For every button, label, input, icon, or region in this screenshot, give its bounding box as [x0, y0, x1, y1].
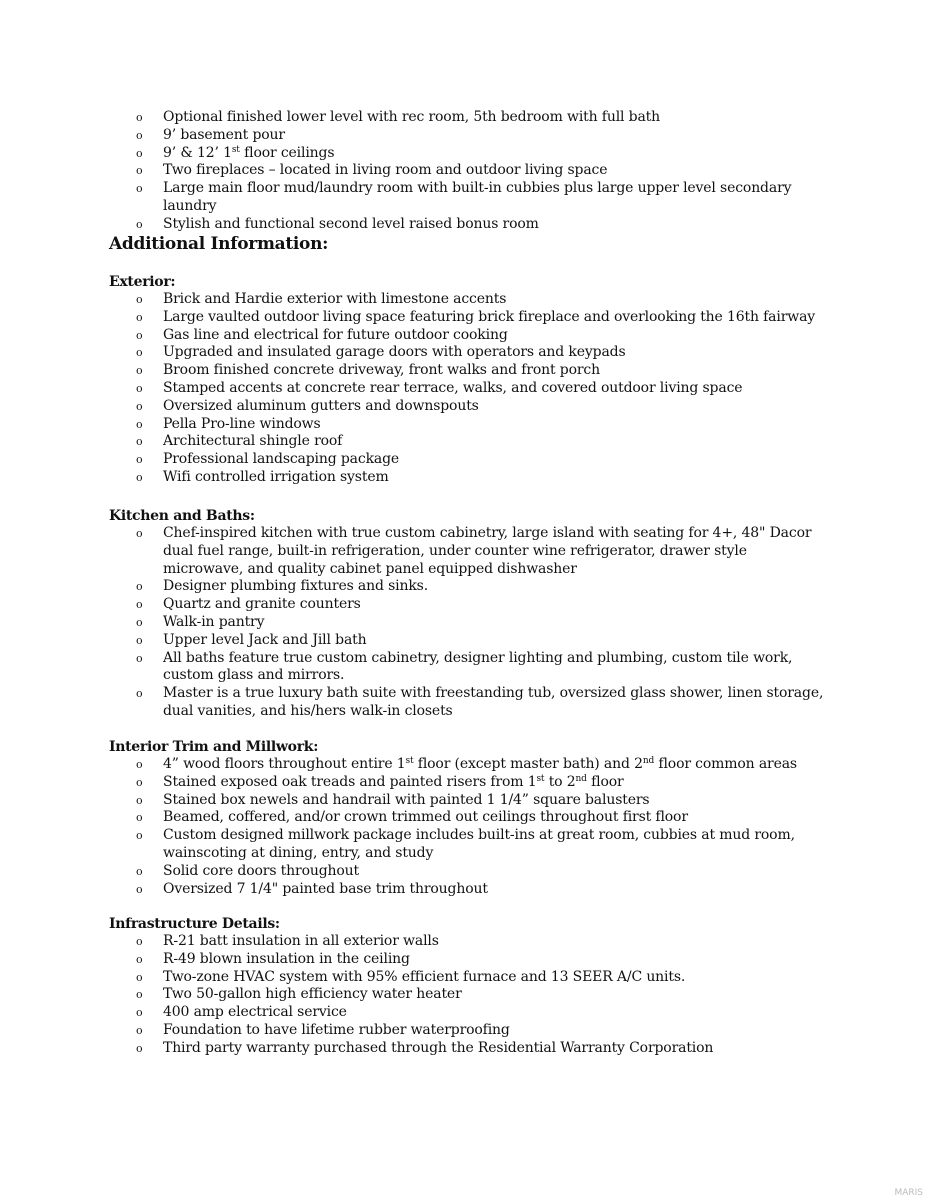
- list-item: o R-21 batt insulation in all exterior walls: [136, 933, 439, 949]
- bullet-icon: o: [136, 651, 143, 665]
- watermark: MARIS: [894, 1188, 923, 1198]
- bullet-icon: o: [136, 217, 143, 231]
- bullet-icon: o: [136, 811, 143, 825]
- list-item: o Two fireplaces – located in living room and outdoor living space: [136, 162, 608, 179]
- bullet-icon: o: [136, 453, 143, 467]
- list-item: o Pella Pro-line windows: [136, 415, 321, 432]
- bullet-icon: o: [136, 882, 143, 896]
- bullet-icon: o: [136, 864, 143, 878]
- infrastructure-section: [0, 915, 927, 1058]
- infrastructure-heading: Infrastructure Details:: [109, 916, 280, 932]
- bullet-icon: o: [136, 633, 143, 647]
- bullet-icon: o: [136, 829, 143, 843]
- bullet-icon: o: [136, 435, 143, 449]
- list-item: o Beamed, coffered, and/or crown trimmed out ceilings throughout first floor: [136, 809, 688, 826]
- bullet-icon: o: [136, 417, 143, 431]
- list-item: o Architectural shingle roof: [136, 433, 343, 450]
- bullet-icon: o: [136, 935, 143, 948]
- exterior-heading: Exterior:: [109, 274, 176, 290]
- list-item: o Stained box newels and handrail with painted 1 1/4” square balusters: [136, 791, 650, 808]
- list-item: o Optional finished lower level with rec room, 5th bedroom with full bath: [136, 109, 661, 125]
- list-item: o Brick and Hardie exterior with limestone accents: [136, 291, 507, 307]
- interior-list: [0, 756, 927, 898]
- list-item: o Foundation to have lifetime rubber waterproofing: [136, 1021, 510, 1038]
- bullet-icon: o: [136, 470, 143, 484]
- bullet-icon: o: [136, 615, 143, 629]
- kitchen-list: [0, 525, 927, 721]
- list-item: o Upgraded and insulated garage doors with operators and keypads: [136, 344, 626, 361]
- list-item: o Professional landscaping package: [136, 451, 400, 468]
- bullet-icon: o: [136, 381, 143, 395]
- list-item: o Large main floor mud/laundry room with built-in cubbies plus large upper level secondary laundry: [136, 180, 792, 214]
- list-item: o Stylish and functional second level raised bonus room: [136, 215, 539, 232]
- exterior-list: [0, 291, 927, 487]
- bullet-icon: o: [136, 598, 143, 612]
- bullet-icon: o: [136, 793, 143, 807]
- list-item: o Walk-in pantry: [136, 613, 265, 630]
- interior-heading: Interior Trim and Millwork:: [109, 739, 319, 755]
- list-item: o Stamped accents at concrete rear terrace, walks, and covered outdoor living space: [136, 379, 743, 396]
- list-item: o Master is a true luxury bath suite with freestanding tub, oversized glass shower, linen storage, dual vanities, and his/hers walk-in closets: [136, 685, 824, 719]
- list-item: o Large vaulted outdoor living space featuring brick fireplace and overlooking the 16th fairway: [136, 308, 816, 325]
- list-item: o Quartz and granite counters: [136, 596, 361, 613]
- bullet-icon: o: [136, 364, 143, 378]
- bullet-icon: o: [136, 310, 143, 324]
- bullet-icon: o: [136, 111, 143, 124]
- bullet-icon: o: [136, 328, 143, 342]
- list-item: o 400 amp electrical service: [136, 1004, 347, 1021]
- list-item: o Solid core doors throughout: [136, 862, 360, 879]
- bullet-icon: o: [136, 758, 143, 771]
- list-item: o Broom finished concrete driveway, front walks and front porch: [136, 362, 600, 379]
- list-item: o Stained exposed oak treads and painted risers from 1st to 2nd floor: [136, 773, 624, 790]
- exterior-section: [0, 273, 927, 487]
- kitchen-heading: Kitchen and Baths:: [109, 508, 255, 524]
- bullet-icon: o: [136, 182, 143, 196]
- bullet-icon: o: [136, 146, 143, 160]
- bullet-icon: o: [136, 399, 143, 413]
- list-item: o Gas line and electrical for future outdoor cooking: [136, 326, 508, 343]
- infrastructure-list: [0, 933, 927, 1058]
- bullet-icon: o: [136, 346, 143, 360]
- kitchen-section: [0, 507, 927, 721]
- list-item: o 9’ basement pour: [136, 126, 285, 143]
- list-item: o Chef-inspired kitchen with true custom cabinetry, large island with seating for 4+, 48" Dacor dual fuel range, built-in refrigeration, under counter wine refrigerator, drawer style microwave, and quality cabinet panel equipped dishwasher: [136, 525, 812, 577]
- bullet-icon: o: [136, 128, 143, 142]
- bullet-icon: o: [136, 1006, 143, 1020]
- bullet-icon: o: [136, 687, 143, 701]
- bullet-icon: o: [136, 527, 143, 540]
- list-item: o Two-zone HVAC system with 95% efficient furnace and 13 SEER A/C units.: [136, 968, 686, 985]
- list-item: o Two 50-gallon high efficiency water heater: [136, 986, 462, 1003]
- bullet-icon: o: [136, 1023, 143, 1037]
- bullet-icon: o: [136, 970, 143, 984]
- list-item: o Third party warranty purchased through the Residential Warranty Corporation: [136, 1039, 714, 1056]
- bullet-icon: o: [136, 1041, 143, 1055]
- list-item: o Oversized 7 1/4" painted base trim throughout: [136, 880, 488, 897]
- list-item: o R-49 blown insulation in the ceiling: [136, 950, 410, 967]
- bullet-icon: o: [136, 293, 143, 306]
- list-item: o 9’ & 12’ 1st floor ceilings: [136, 144, 335, 161]
- list-item: o All baths feature true custom cabinetry, designer lighting and plumbing, custom tile work, custom glass and mirrors.: [136, 649, 793, 684]
- bullet-icon: o: [136, 164, 143, 178]
- bullet-icon: o: [136, 952, 143, 966]
- bullet-icon: o: [136, 775, 143, 789]
- list-item: o Wifi controlled irrigation system: [136, 468, 389, 485]
- list-item: o Oversized aluminum gutters and downspouts: [136, 397, 479, 414]
- interior-section: [0, 738, 927, 898]
- list-item: o Upper level Jack and Jill bath: [136, 631, 367, 648]
- list-item: o Designer plumbing fixtures and sinks.: [136, 578, 429, 595]
- features-list: [0, 109, 927, 234]
- additional-information-heading: Additional Information:: [109, 234, 329, 254]
- bullet-icon: o: [136, 988, 143, 1002]
- list-item: o 4” wood floors throughout entire 1st floor (except master bath) and 2nd floor common areas: [136, 756, 797, 772]
- bullet-icon: o: [136, 580, 143, 594]
- list-item: o Custom designed millwork package includes built-ins at great room, cubbies at mud room, wainscoting at dining, entry, and study: [136, 827, 795, 861]
